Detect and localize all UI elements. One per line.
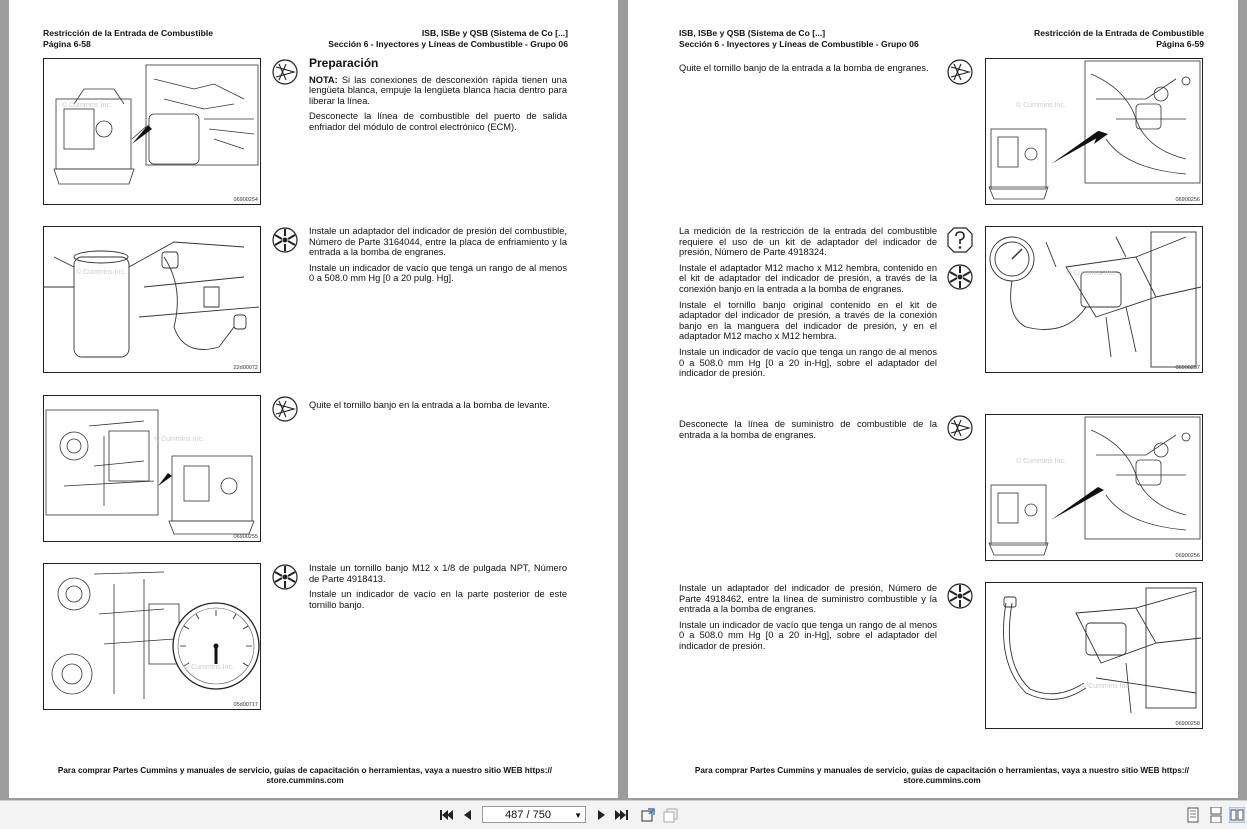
fit-width-icon[interactable] <box>663 807 679 823</box>
note-text: Si las conexiones de desconexión rápida tienen una lengüeta blanca, empuje la lengüeta blanca hacia dentro para liberar la línea. <box>309 74 567 106</box>
footer-line: Para comprar Partes Cummins y manuales de servicio, guías de capacitación o herramientas, vaya a nuestro sitio WEB https:// <box>57 766 553 775</box>
step-4-text <box>309 563 567 615</box>
right-header-right <box>1034 28 1204 49</box>
right-step-2-text <box>679 226 937 384</box>
watermark: © Cummins Inc. <box>1081 683 1131 690</box>
figure-number: 05d00717 <box>233 702 258 708</box>
install-tools-icon <box>271 226 299 254</box>
question-tool-icon <box>946 226 974 254</box>
step-paragraph: Quite el tornillo banjo en la entrada a la bomba de levante. <box>309 400 550 410</box>
install-tools-icon <box>946 263 974 291</box>
figure-pressure-gauge-kit <box>985 226 1203 373</box>
watermark: © Cummins Inc. <box>1066 270 1116 277</box>
footer-link[interactable]: store.cummins.com <box>266 775 344 785</box>
manual-title: ISB, ISBe y QSB (Sistema de Co [...] <box>421 28 568 38</box>
fit-page-icon[interactable] <box>640 807 656 823</box>
continuous-view-icon[interactable] <box>1208 807 1224 823</box>
install-tools-icon <box>946 582 974 610</box>
figure-adapter-hose <box>985 582 1203 729</box>
viewer-toolbar <box>0 800 1247 829</box>
figure-lift-pump <box>43 395 261 542</box>
install-tools-icon <box>271 563 299 591</box>
step-paragraph: Instale el adaptador M12 macho x M12 hembra, contenido en el kit de adaptador del indicador de presión, a través de la conexión banjo en la entrada a la bomba de engranes. <box>679 262 937 294</box>
figure-vacuum-gauge <box>43 563 261 710</box>
left-page <box>9 0 618 798</box>
figure-number: 06900256 <box>1175 553 1200 559</box>
figure-supply-line <box>985 414 1203 561</box>
figure-number: 06900254 <box>233 197 258 203</box>
section-title: Sección 6 - Inyectores y Líneas de Combustible - Grupo 06 <box>328 38 568 49</box>
figure-gear-pump-banjo <box>985 58 1203 205</box>
note <box>309 75 567 107</box>
figure-pressure-adapter <box>43 226 261 373</box>
step-title: Preparación <box>309 56 379 70</box>
first-page-icon[interactable] <box>438 807 454 823</box>
step-paragraph: Instale un adaptador del indicador de presión, Número de Parte 4918462, entre la línea de suministro combustible y la entrada a la bomba de engranes. <box>679 583 937 615</box>
step-paragraph: Instale un indicador de vacío que tenga un rango de al menos 0 a 508.0 mm Hg [0 a 20 in-Hg], sobre el adaptador del indicador de presión. <box>679 619 937 651</box>
watermark: © Cummins Inc. <box>62 102 112 109</box>
figure-number: 22d00072 <box>233 365 258 371</box>
watermark: © Cummins Inc. <box>184 664 234 671</box>
step-paragraph: Instale un indicador de vacío en la parte posterior de este tornillo banjo. <box>309 589 567 610</box>
figure-number: 06900257 <box>1175 365 1200 371</box>
page-footer <box>39 766 571 785</box>
right-step-3-text <box>679 419 937 445</box>
chapter-title: Restricción de la Entrada de Combustible <box>1033 28 1204 38</box>
step-2-text <box>309 226 567 289</box>
right-header-left <box>679 28 919 49</box>
step-1-text <box>309 58 567 138</box>
single-page-view-icon[interactable] <box>1185 807 1201 823</box>
step-paragraph: La medición de la restricción de la entrada del combustible requiere el uso de un kit de adaptador del indicador de presión, Número de Parte 4918324. <box>679 226 937 258</box>
note-label: NOTA: <box>309 74 338 85</box>
step-paragraph: Desconecte la línea de combustible del puerto de salida enfriador del módulo de control electrónico (ECM). <box>309 111 567 132</box>
watermark: © Cummins Inc. <box>154 436 204 443</box>
next-page-icon[interactable] <box>593 807 609 823</box>
left-header-left <box>43 28 213 49</box>
facing-view-icon[interactable] <box>1229 807 1245 823</box>
section-title: Sección 6 - Inyectores y Líneas de Combustible - Grupo 06 <box>679 38 919 49</box>
wrench-disconnect-icon <box>271 58 299 86</box>
watermark: © Cummins Inc. <box>76 269 126 276</box>
page-number-input[interactable] <box>482 806 586 823</box>
page-indicator: 487 / 750 <box>505 809 551 821</box>
chapter-title: Restricción de la Entrada de Combustible <box>43 28 214 38</box>
page-footer <box>668 766 1216 785</box>
wrench-disconnect-icon <box>271 395 299 423</box>
step-3-text <box>309 400 567 416</box>
page-number: Página 6-59 <box>1156 38 1204 49</box>
watermark: © Cummins Inc. <box>1016 102 1066 109</box>
step-paragraph: Instale un adaptador del indicador de presión del combustible, Número de Parte 3164044, entre la placa de enfriamiento y la entrada a la bomba de engranes. <box>309 226 567 258</box>
step-paragraph: Instale un tornillo banjo M12 x 1/8 de pulgada NPT, Número de Parte 4918413. <box>309 563 567 584</box>
previous-page-icon[interactable] <box>460 807 476 823</box>
figure-engine-fuel-line <box>43 58 261 205</box>
right-step-1-text <box>679 63 937 79</box>
figure-number: 06900256 <box>1175 197 1200 203</box>
step-paragraph: Instale un indicador de vacío que tenga un rango de al menos 0 a 508.0 mm Hg [0 a 20 pulg. Hg]. <box>309 262 567 284</box>
manual-title: ISB, ISBe y QSB (Sistema de Co [...] <box>679 28 826 38</box>
last-page-icon[interactable] <box>614 807 630 823</box>
dropdown-arrow-icon[interactable]: ▼ <box>574 811 582 820</box>
footer-link[interactable]: store.cummins.com <box>903 775 981 785</box>
right-page <box>628 0 1238 798</box>
step-paragraph: Instale un indicador de vacío que tenga un rango de al menos 0 a 508.0 mm Hg [0 a 20 in-Hg], sobre el adaptador del indicador de presión. <box>679 346 937 379</box>
figure-number: 06900255 <box>233 534 258 540</box>
left-header-right <box>328 28 568 49</box>
page-number: Página 6-58 <box>43 38 91 49</box>
footer-line: Para comprar Partes Cummins y manuales de servicio, guías de capacitación o herramientas, vaya a nuestro sitio WEB https:// <box>694 766 1190 775</box>
wrench-disconnect-icon <box>946 58 974 86</box>
step-paragraph: Instale el tornillo banjo original contenido en el kit de adaptador del indicador de presión, a través de la conexión banjo en la manguera del indicador de presión, y en el adaptador M12 macho x M12 hembra. <box>679 299 937 342</box>
right-step-4-text <box>679 583 937 657</box>
wrench-disconnect-icon <box>946 414 974 442</box>
watermark: © Cummins Inc. <box>1016 458 1066 465</box>
figure-number: 06900258 <box>1175 721 1200 727</box>
step-paragraph: Desconecte la línea de suministro de combustible de la entrada a la bomba de engranes. <box>679 419 937 440</box>
step-paragraph: Quite el tornillo banjo de la entrada a la bomba de engranes. <box>679 63 929 73</box>
